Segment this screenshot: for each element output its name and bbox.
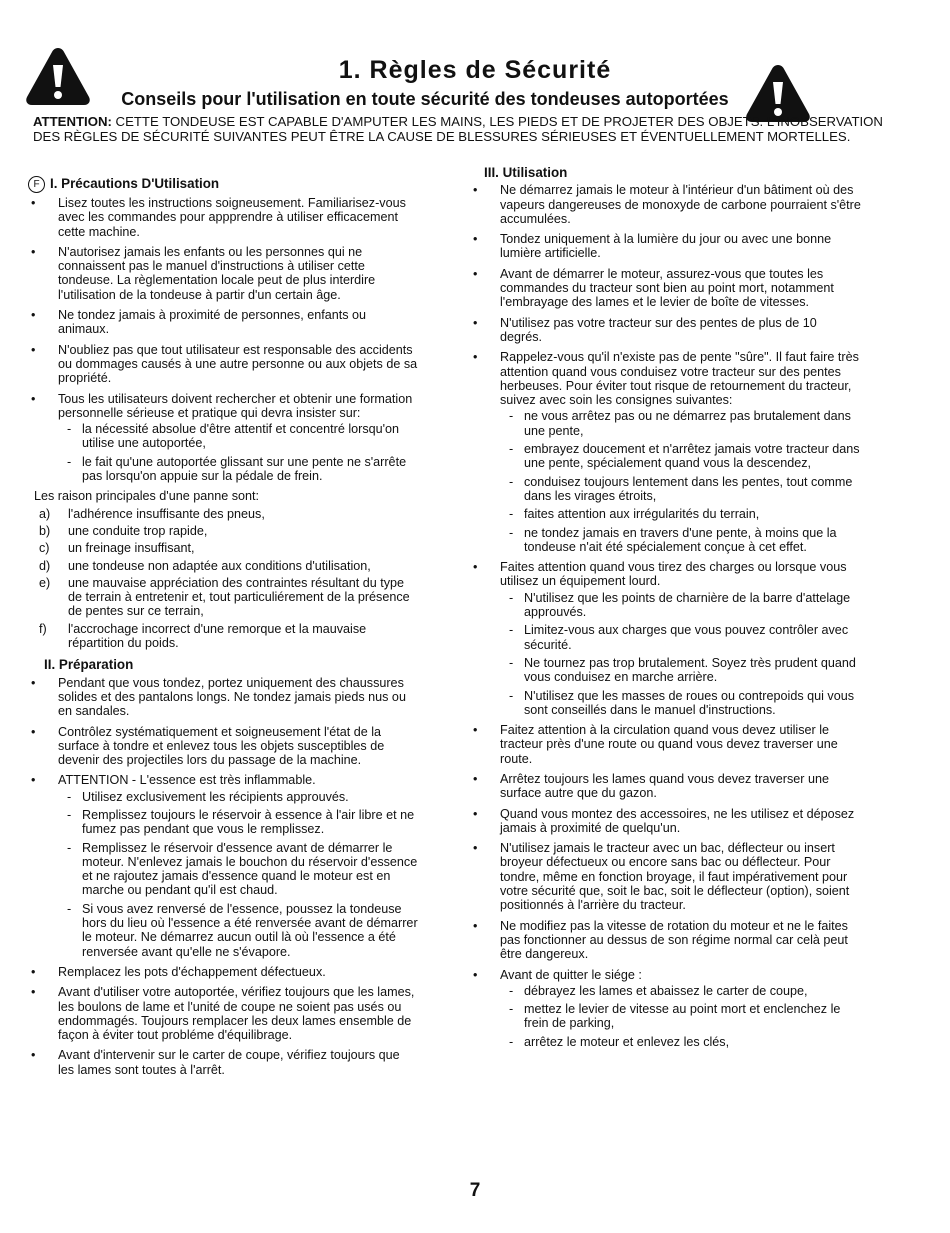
list-item: • Quand vous montez des accessoires, ne les utilisez et déposez jamais à proximité de quelqu'un. bbox=[470, 807, 862, 836]
section-title: II. Préparation bbox=[44, 657, 134, 673]
section-heading bbox=[44, 658, 418, 672]
sub-list-item: - N'utilisez que les points de charnière de la barre d'attelage approuvés. bbox=[500, 591, 862, 620]
sub-list-item: - Ne tournez pas trop brutalement. Soyez très prudent quand vous conduisez en marche arrière. bbox=[500, 656, 862, 685]
left-column bbox=[28, 176, 418, 1083]
list-item: • Tous les utilisateurs doivent rechercher et obtenir une formation personnelle sérieuse et pratique qui devra insister sur: - la nécessité absolue d'être attentif et concentré lorsqu'on utilise une autoportée, - le fait qu'une autoportée glissant sur une pente ne s'arrête pas lorsqu'on appuie sur la pédale de frein. bbox=[28, 392, 418, 484]
sub-list-item: - débrayez les lames et abaissez le carter de coupe, bbox=[500, 984, 862, 998]
list-item: • Ne modifiez pas la vitesse de rotation du moteur et ne le faites pas fonctionner au dessus de son régime normal car celà peut être dangereux. bbox=[470, 919, 862, 962]
list-item: c) un freinage insuffisant, bbox=[39, 541, 195, 556]
page-number: 7 bbox=[469, 1180, 481, 1201]
list-item: e) une mauvaise appréciation des contraintes résultant du type de terrain à entretenir et, tout particuliérement de la présence de pentes sur ce terrain, bbox=[39, 575, 410, 619]
attention-text: CETTE TONDEUSE EST CAPABLE D'AMPUTER LES MAINS, LES PIEDS ET DE PROJETER DES OBJETS. L'INOBSERVATION DES RÈGLES DE SÉCURITÉ SUIVANTES PEUT ÊTRE LA CAUSE DE BLESSURES SÉRIEUSES ET ÉVENTUELLEMENT MORTELLES. bbox=[33, 114, 883, 144]
sub-list-item: - le fait qu'une autoportée glissant sur une pente ne s'arrête pas lorsqu'on appuie sur la pédale de frein. bbox=[58, 455, 418, 484]
sub-list-item: - Si vous avez renversé de l'essence, poussez la tondeuse hors du lieu où l'essence a été renversée avant de démarrer le moteur. Ne démarrez aucun outil là où l'essence a été renversée avant qu'elle ne s'évapore. bbox=[58, 902, 418, 959]
list-item: • Rappelez-vous qu'il n'existe pas de pente "sûre". Il faut faire très attention quand vous conduisez votre tracteur sur des pentes herbeuses. Pour éviter tout risque de retournement du tracteur, suivez avec soin les consignes suivantes: - ne vous arrêtez pas ou ne démarrez pas brutalement dans une pente, - embrayez doucement et n'arrêtez jamais votre tracteur dans une pente, spécialement quand vous la descendez, - conduisez toujours lentement dans les pentes, tout comme dans les virages étroits, - faites attention aux irrégularités du terrain, - ne tondez jamais en travers d'une pente, à moins que la tondeuse n'ait été spécialement conçue à cet effet. bbox=[470, 350, 862, 554]
list-item: • Faites attention quand vous tirez des charges ou lorsque vous utilisez un équipement lourd. - N'utilisez que les points de charnière de la barre d'attelage approuvés. - Limitez-vous aux charges que vous pouvez contrôler avec sécurité. - Ne tournez pas trop brutalement. Soyez très prudent quand vous conduisez en marche arrière. - N'utilisez que les masses de roues ou contrepoids qui vous sont conseillés dans le manuel d'instructions. bbox=[470, 560, 862, 717]
list-item: • Contrôlez systématiquement et soigneusement l'état de la surface à tondre et enlevez tous les objets susceptibles de devenir des projectiles lors du passage de la machine. bbox=[28, 725, 418, 768]
sub-list-item: - mettez le levier de vitesse au point mort et enclenchez le frein de parking, bbox=[500, 1002, 862, 1031]
list-item: • ATTENTION - L'essence est très inflammable. - Utilisez exclusivement les récipients approuvés. - Remplissez toujours le réservoir à essence à l'air libre et ne fumez pas pendant que vous le remplissez. - Remplissez le réservoir d'essence avant de démarrer le moteur. N'enlevez jamais le bouchon du réservoir d'essence et ne rajoutez jamais d'essence quand le moteur est en marche ou pendant qu'il est chaud. - Si vous avez renversé de l'essence, poussez la tondeuse hors du lieu où l'essence a été renversée avant de démarrer le moteur. Ne démarrez aucun outil là où l'essence a été renversée avant qu'elle ne s'évapore. bbox=[28, 773, 418, 959]
sub-list bbox=[58, 422, 418, 483]
list-item: a) l'adhérence insuffisante des pneus, bbox=[39, 506, 265, 521]
list-item: f) l'accrochage incorrect d'une remorque et la mauvaise répartition du poids. bbox=[39, 621, 367, 651]
sub-list-item: - la nécessité absolue d'être attentif et concentré lorsqu'on utilise une autoportée, bbox=[58, 422, 418, 451]
sub-list-item: - faites attention aux irrégularités du terrain, bbox=[500, 507, 862, 521]
list-item: • Avant de démarrer le moteur, assurez-vous que toutes les commandes du tracteur sont bien au point mort, notamment l'embrayage des lames et le levier de boîte de vitesses. bbox=[470, 267, 862, 310]
section-heading bbox=[28, 176, 418, 193]
list-item: b) une conduite trop rapide, bbox=[39, 523, 208, 538]
sub-list bbox=[500, 591, 862, 717]
list-item: • Avant d'intervenir sur le carter de coupe, vérifiez toujours que les lames sont toutes à l'arrêt. bbox=[28, 1048, 418, 1077]
language-badge-icon: F bbox=[28, 176, 45, 193]
list-item: • N'utilisez jamais le tracteur avec un bac, déflecteur ou insert broyeur défectueux ou encore sans bac ou déflecteur. Pour tondre, même en fonction broyage, il faut impérativement pour votre sécurité que, soit le bac, soit le déflecteur (option), soient positionnés à l'arrière du tracteur. bbox=[470, 841, 862, 912]
attention-notice bbox=[33, 115, 913, 144]
bullet-list bbox=[28, 676, 418, 1077]
sub-list-item: - arrêtez le moteur et enlevez les clés, bbox=[500, 1035, 862, 1049]
sub-list-item: - ne tondez jamais en travers d'une pente, à moins que la tondeuse n'ait été spécialement conçue à cet effet. bbox=[500, 526, 862, 555]
section-title: I. Précautions D'Utilisation bbox=[50, 176, 220, 192]
attention-label: ATTENTION: bbox=[33, 114, 112, 129]
list-item: • Pendant que vous tondez, portez uniquement des chaussures solides et des pantalons longs. Ne tondez jamais pieds nus ou en sandales. bbox=[28, 676, 418, 719]
right-column bbox=[470, 166, 862, 1055]
sub-list-item: - embrayez doucement et n'arrêtez jamais votre tracteur dans une pente, spécialement quand vous la descendez, bbox=[500, 442, 862, 471]
sub-list-item: - Utilisez exclusivement les récipients approuvés. bbox=[58, 790, 418, 804]
page-title: 1. Règles de Sécurité bbox=[338, 56, 612, 84]
list-item: • Tondez uniquement à la lumière du jour ou avec une bonne lumière artificielle. bbox=[470, 232, 862, 261]
list-item: • Remplacez les pots d'échappement défectueux. bbox=[28, 965, 418, 979]
list-item: d) une tondeuse non adaptée aux conditions d'utilisation, bbox=[39, 558, 371, 573]
list-item: • Lisez toutes les instructions soigneusement. Familiarisez-vous avec les commandes pour appprendre à utiliser efficacement cette machine. bbox=[28, 196, 418, 239]
sub-list-item: - N'utilisez que les masses de roues ou contrepoids qui vous sont conseillés dans le manuel d'instructions. bbox=[500, 689, 862, 718]
list-item: • Arrêtez toujours les lames quand vous devez traverser une surface autre que du gazon. bbox=[470, 772, 862, 801]
sub-list-item: - ne vous arrêtez pas ou ne démarrez pas brutalement dans une pente, bbox=[500, 409, 862, 438]
list-item: • N'utilisez pas votre tracteur sur des pentes de plus de 10 degrés. bbox=[470, 316, 862, 345]
list-item: • Faitez attention à la circulation quand vous devez utiliser le tracteur près d'une route ou quand vous devez traverser une route. bbox=[470, 723, 862, 766]
list-item: • Avant d'utiliser votre autoportée, vérifiez toujours que les lames, les boulons de lame et l'unité de coupe ne soient pas usés ou endommagés. Toujours remplacer les deux lames ensemble de façon à éviter tout probléme d'équilibrage. bbox=[28, 985, 418, 1042]
sub-list-item: - Remplissez le réservoir d'essence avant de démarrer le moteur. N'enlevez jamais le bouchon du réservoir d'essence et ne rajoutez jamais d'essence quand le moteur est en marche ou pendant qu'il est chaud. bbox=[58, 841, 418, 898]
page-subtitle: Conseils pour l'utilisation en toute sécurité des tondeuses autoportées bbox=[121, 89, 729, 109]
bullet-list bbox=[470, 183, 862, 1049]
causes-list bbox=[28, 507, 418, 651]
sub-list bbox=[500, 984, 862, 1049]
list-item: • Ne tondez jamais à proximité de personnes, enfants ou animaux. bbox=[28, 308, 418, 337]
sub-list bbox=[58, 790, 418, 959]
bullet-list bbox=[28, 196, 418, 483]
section-heading bbox=[484, 166, 862, 180]
list-item: • Avant de quitter le siége : - débrayez les lames et abaissez le carter de coupe, - mettez le levier de vitesse au point mort et enclenchez le frein de parking, - arrêtez le moteur et enlevez les clés, bbox=[470, 968, 862, 1049]
causes-intro: Les raison principales d'une panne sont: bbox=[34, 489, 260, 504]
list-item: • N'oubliez pas que tout utilisateur est responsable des accidents ou dommages causés à une autre personne ou aux objets de sa propriété. bbox=[28, 343, 418, 386]
sub-list bbox=[500, 409, 862, 554]
list-item: • Ne démarrez jamais le moteur à l'intérieur d'un bâtiment où des vapeurs dangereuses de monoxyde de carbone pourraient s'être accumulées. bbox=[470, 183, 862, 226]
sub-list-item: - conduisez toujours lentement dans les pentes, tout comme dans les virages étroits, bbox=[500, 475, 862, 504]
sub-list-item: - Limitez-vous aux charges que vous pouvez contrôler avec sécurité. bbox=[500, 623, 862, 652]
list-item: • N'autorisez jamais les enfants ou les personnes qui ne connaissent pas le manuel d'instructions à utiliser cette tondeuse. La règlementation locale peut de plus interdire l'utilisation de la tondeuse à partir d'un certain âge. bbox=[28, 245, 418, 302]
sub-list-item: - Remplissez toujours le réservoir à essence à l'air libre et ne fumez pas pendant que vous le remplissez. bbox=[58, 808, 418, 837]
section-title: III. Utilisation bbox=[484, 165, 568, 180]
